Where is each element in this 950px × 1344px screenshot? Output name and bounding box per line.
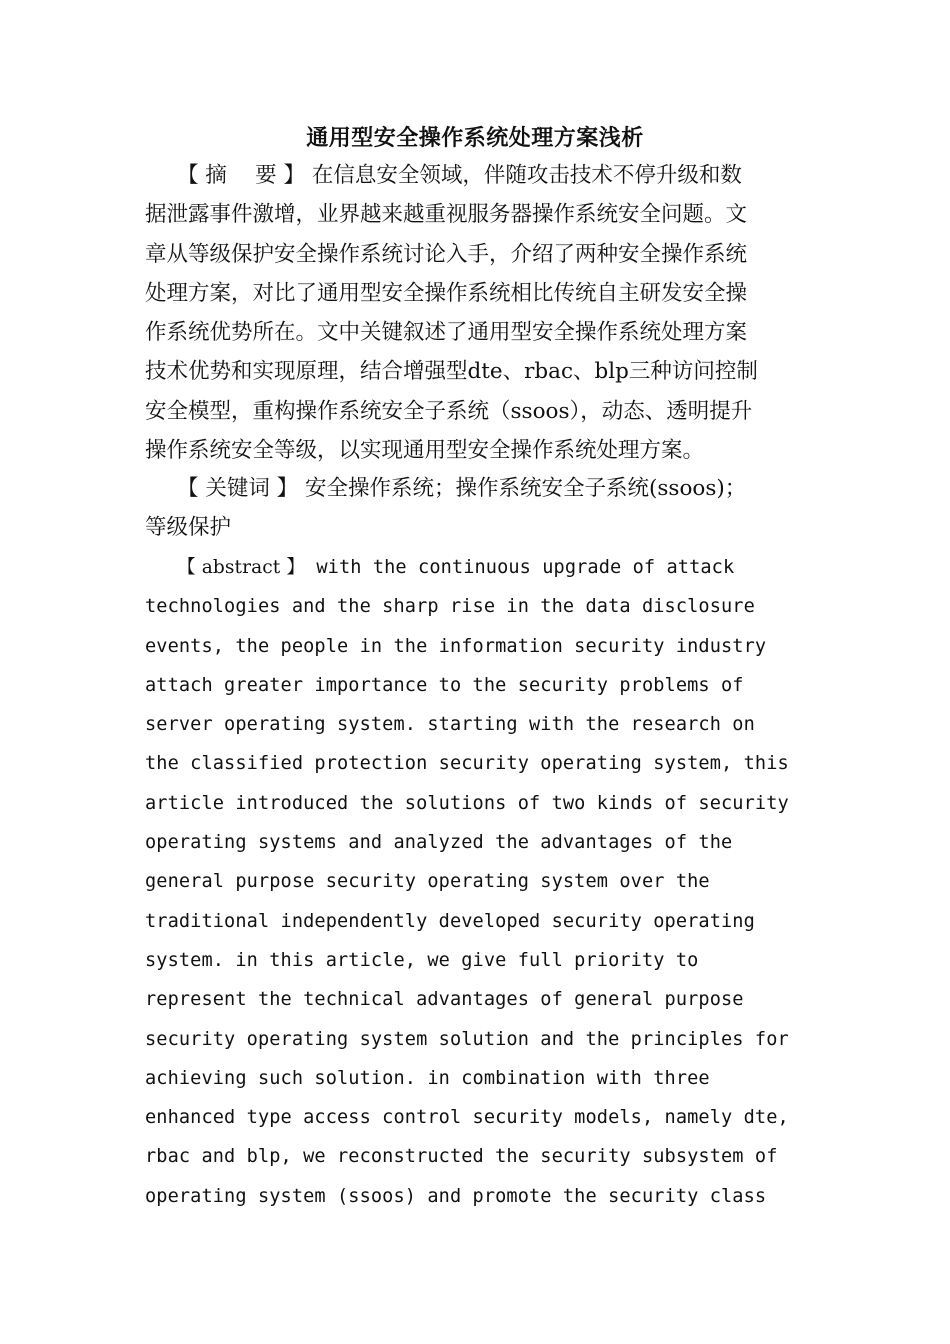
abstract-en-line: server operating system. starting with the research on [145, 714, 755, 736]
abstract-en-line: traditional independently developed security operating [145, 910, 755, 932]
keywords-cn-line [145, 469, 785, 508]
keywords-cn-paragraph [145, 469, 785, 548]
keywords-cn-line: 等级保护 [145, 515, 232, 541]
abstract-cn-line: 安全模型，重构操作系统安全子系统（ssoos），动态、透明提升 [145, 398, 753, 424]
document-title: 通用型安全操作系统处理方案浅析 [306, 125, 644, 151]
abstract-cn-line: 作系统优势所在。文中关键叙述了通用型安全操作系统处理方案 [145, 320, 748, 346]
abstract-en-line: represent the technical advantages of general purpose [145, 989, 744, 1011]
abstract-en-line: article introduced the solutions of two kinds of security [145, 792, 789, 814]
abstract-cn-paragraph [145, 156, 785, 470]
abstract-en-line: events, the people in the information security industry [145, 635, 767, 657]
abstract-en-line: technologies and the sharp rise in the data disclosure [145, 596, 755, 618]
abstract-cn-line: 处理方案，对比了通用型安全操作系统相比传统自主研发安全操 [145, 280, 748, 306]
abstract-cn-line: 技术优势和实现原理，结合增强型dte、rbac、blp三种访问控制 [145, 359, 758, 385]
abstract-en-paragraph [145, 548, 795, 1216]
abstract-cn-line: 章从等级保护安全操作系统讨论入手，介绍了两种安全操作系统 [145, 241, 748, 267]
keywords-cn-label: 【 关键词 】 [177, 476, 299, 501]
abstract-en-line-text: with the continuous upgrade of attack [305, 557, 735, 578]
abstract-en-line: achieving such solution. in combination with three [145, 1067, 710, 1089]
abstract-en-line [145, 548, 795, 587]
abstract-en-line: operating systems and analyzed the advantages of the [145, 832, 733, 854]
abstract-cn-line [145, 156, 785, 195]
abstract-en-line: rbac and blp, we reconstructed the security subsystem of [145, 1146, 778, 1168]
keywords-cn-line-text: 安全操作系统；操作系统安全子系统(ssoos)； [298, 476, 747, 501]
abstract-cn-line-text: 在信息安全领域，伴随攻击技术不停升级和数 [305, 163, 742, 188]
abstract-en-label: 【 abstract 】 [177, 557, 306, 578]
abstract-cn-line: 据泄露事件激增，业界越来越重视服务器操作系统安全问题。文 [145, 202, 748, 228]
abstract-en-line: operating system (ssoos) and promote the security class [145, 1185, 767, 1207]
abstract-cn-label: 【 摘 要 】 [177, 163, 306, 188]
abstract-en-line: system. in this article, we give full priority to [145, 949, 699, 971]
abstract-en-line: the classified protection security operating system, this [145, 753, 789, 775]
abstract-cn-line: 操作系统安全等级，以实现通用型安全操作系统处理方案。 [145, 438, 705, 464]
abstract-en-line: enhanced type access control security models, namely dte, [145, 1107, 789, 1129]
abstract-en-line: security operating system solution and the principles for [145, 1028, 789, 1050]
abstract-en-line: attach greater importance to the security problems of [145, 674, 744, 696]
abstract-en-line: general purpose security operating system over the [145, 871, 710, 893]
